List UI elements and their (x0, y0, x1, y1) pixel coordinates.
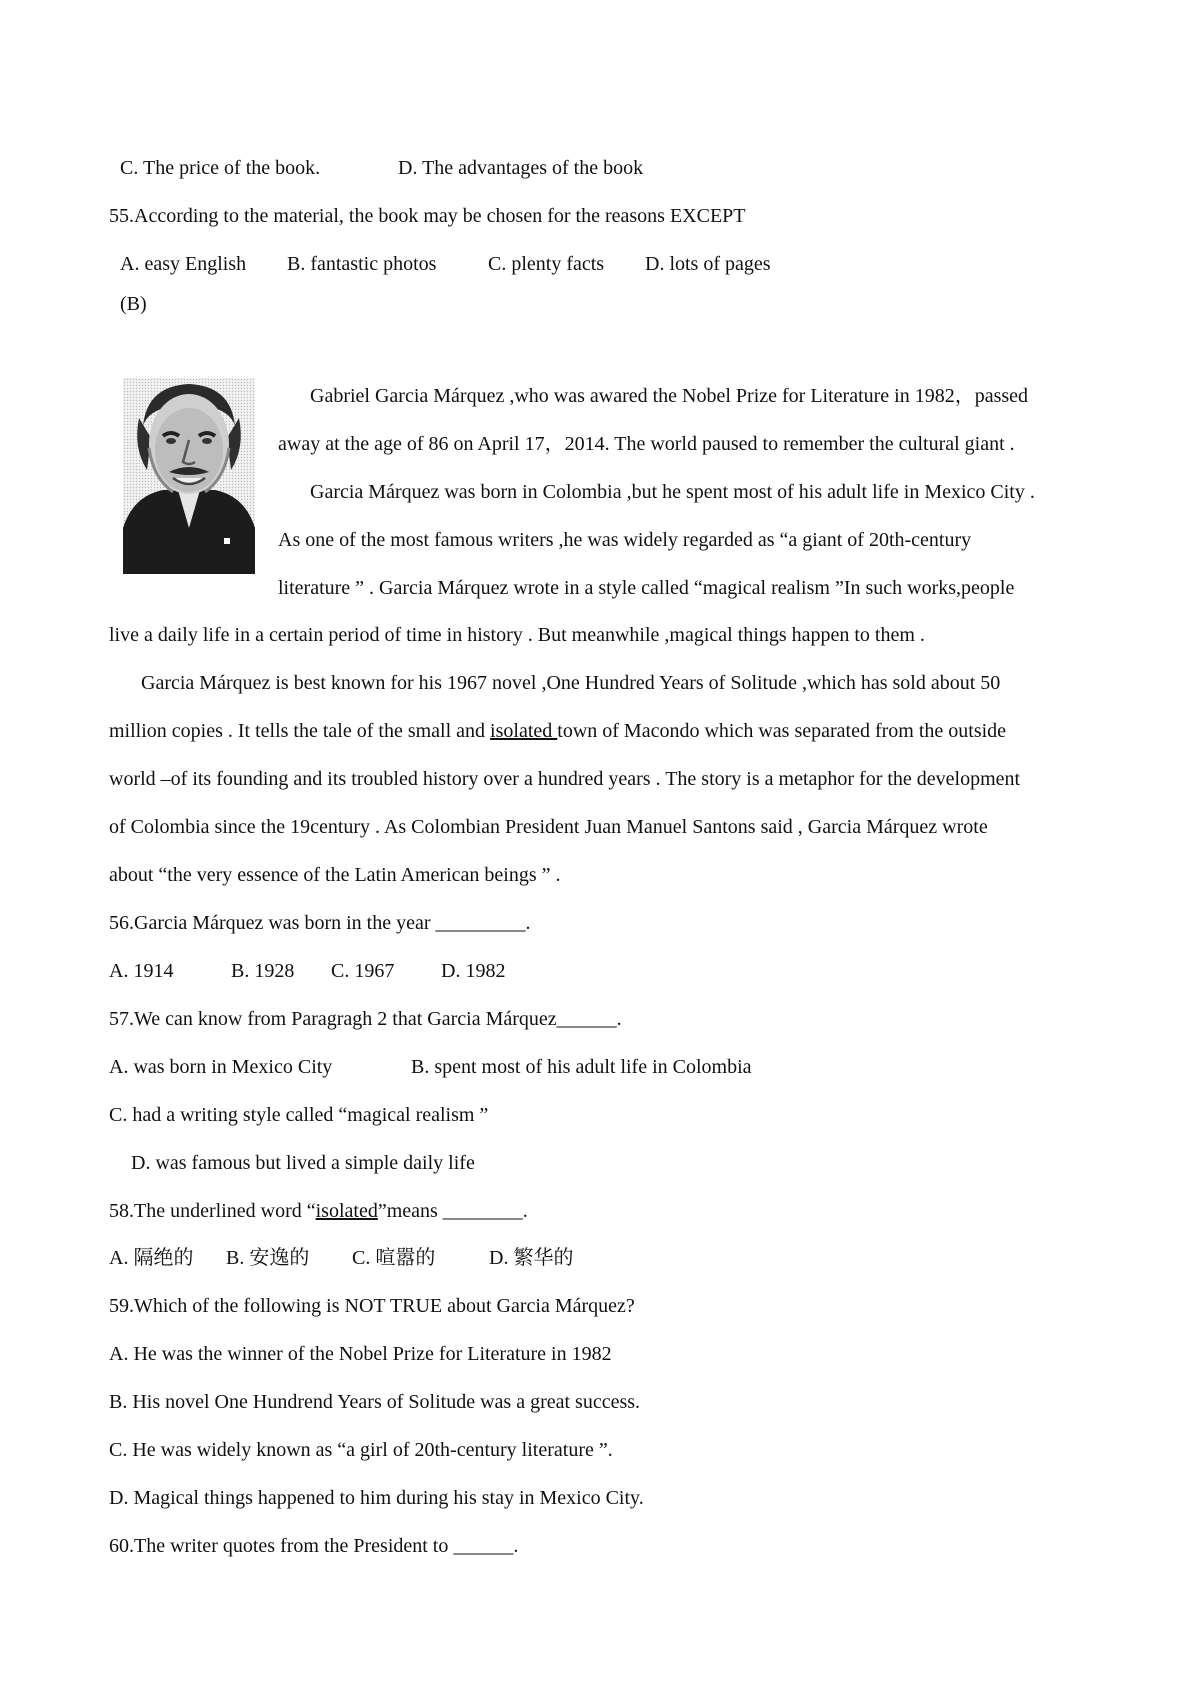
q56-option-a: A. 1914 (109, 960, 174, 982)
q54-option-c: C. The price of the book. (120, 157, 321, 179)
q59-option-b: B. His novel One Hundrend Years of Solitude was a great success. (109, 1391, 641, 1413)
passage-line-8-end: town of Macondo which was separated from the outside (557, 720, 1007, 742)
passage-line-9: world –of its founding and its troubled history over a hundred years . The story is a metaphor for the development (109, 768, 1021, 790)
q57-stem: 57.We can know from Paragragh 2 that Garcia Márquez______. (109, 1008, 622, 1030)
q60-stem: 60.The writer quotes from the President to ______. (109, 1535, 519, 1557)
passage-line-2: away at the age of 86 on April 17，2014. The world paused to remember the cultural giant . (278, 433, 1015, 455)
q57-option-a: A. was born in Mexico City (109, 1056, 333, 1078)
passage-line-6: live a daily life in a certain period of time in history . But meanwhile ,magical things happen to them . (109, 624, 925, 646)
passage-line-11: about “the very essence of the Latin American beings ” . (109, 864, 561, 886)
q59-option-a: A. He was the winner of the Nobel Prize for Literature in 1982 (109, 1343, 612, 1365)
q58-stem (109, 1198, 528, 1224)
q58-option-d: D. 繁华的 (489, 1247, 574, 1269)
q55-option-c: C. plenty facts (488, 253, 605, 275)
section-b-heading: (B) (120, 293, 147, 315)
q58-stem-start: 58.The underlined word “ (109, 1200, 316, 1222)
q57-option-d: D. was famous but lived a simple daily life (131, 1152, 475, 1174)
q55-option-b: B. fantastic photos (287, 253, 437, 275)
passage-line-5: literature ” . Garcia Márquez wrote in a style called “magical realism ”In such works,people (278, 577, 1015, 599)
q56-stem: 56.Garcia Márquez was born in the year _________. (109, 912, 531, 934)
q55-option-d: D. lots of pages (645, 253, 771, 275)
q59-option-c: C. He was widely known as “a girl of 20th-century literature ”. (109, 1439, 613, 1461)
passage-line-3: Garcia Márquez was born in Colombia ,but he spent most of his adult life in Mexico City . (310, 481, 1035, 503)
passage-line-7: Garcia Márquez is best known for his 1967 novel ,One Hundred Years of Solitude ,which has sold about 50 (141, 672, 1001, 694)
passage-line-10: of Colombia since the 19century . As Colombian President Juan Manuel Santons said , Garcia Márquez wrote (109, 816, 988, 838)
q58-option-c: C. 喧嚣的 (352, 1247, 436, 1269)
passage-line-1: Gabriel Garcia Márquez ,who was awared the Nobel Prize for Literature in 1982，passed (310, 385, 1029, 407)
q57-option-c: C. had a writing style called “magical realism ” (109, 1104, 489, 1126)
q59-option-d: D. Magical things happened to him during his stay in Mexico City. (109, 1487, 644, 1509)
q56-option-b: B. 1928 (231, 960, 295, 982)
passage-line-8-start: million cop (109, 720, 201, 742)
underlined-word-isolated: isolated (490, 720, 558, 742)
q59-stem: 59.Which of the following is NOT TRUE about Garcia Márquez? (109, 1295, 635, 1317)
passage-line-8 (109, 718, 1006, 744)
q55-stem: 55.According to the material, the book may be chosen for the reasons EXCEPT (109, 205, 746, 227)
q58-option-a: A. 隔绝的 (109, 1247, 194, 1269)
q58-stem-end: ”means ________. (377, 1200, 528, 1222)
q56-option-c: C. 1967 (331, 960, 395, 982)
q54-option-d: D. The advantages of the book (398, 157, 644, 179)
q56-option-d: D. 1982 (441, 960, 506, 982)
q58-underlined-word: isolated (315, 1200, 378, 1222)
q58-option-b: B. 安逸的 (226, 1247, 310, 1269)
passage-line-8-middle: ies . It tells the tale of the small and (200, 720, 491, 742)
passage-line-4: As one of the most famous writers ,he was widely regarded as “a giant of 20th-century (278, 529, 972, 551)
q55-option-a: A. easy English (120, 253, 247, 275)
portrait-image (123, 378, 255, 574)
q57-option-b: B. spent most of his adult life in Colombia (411, 1056, 752, 1078)
